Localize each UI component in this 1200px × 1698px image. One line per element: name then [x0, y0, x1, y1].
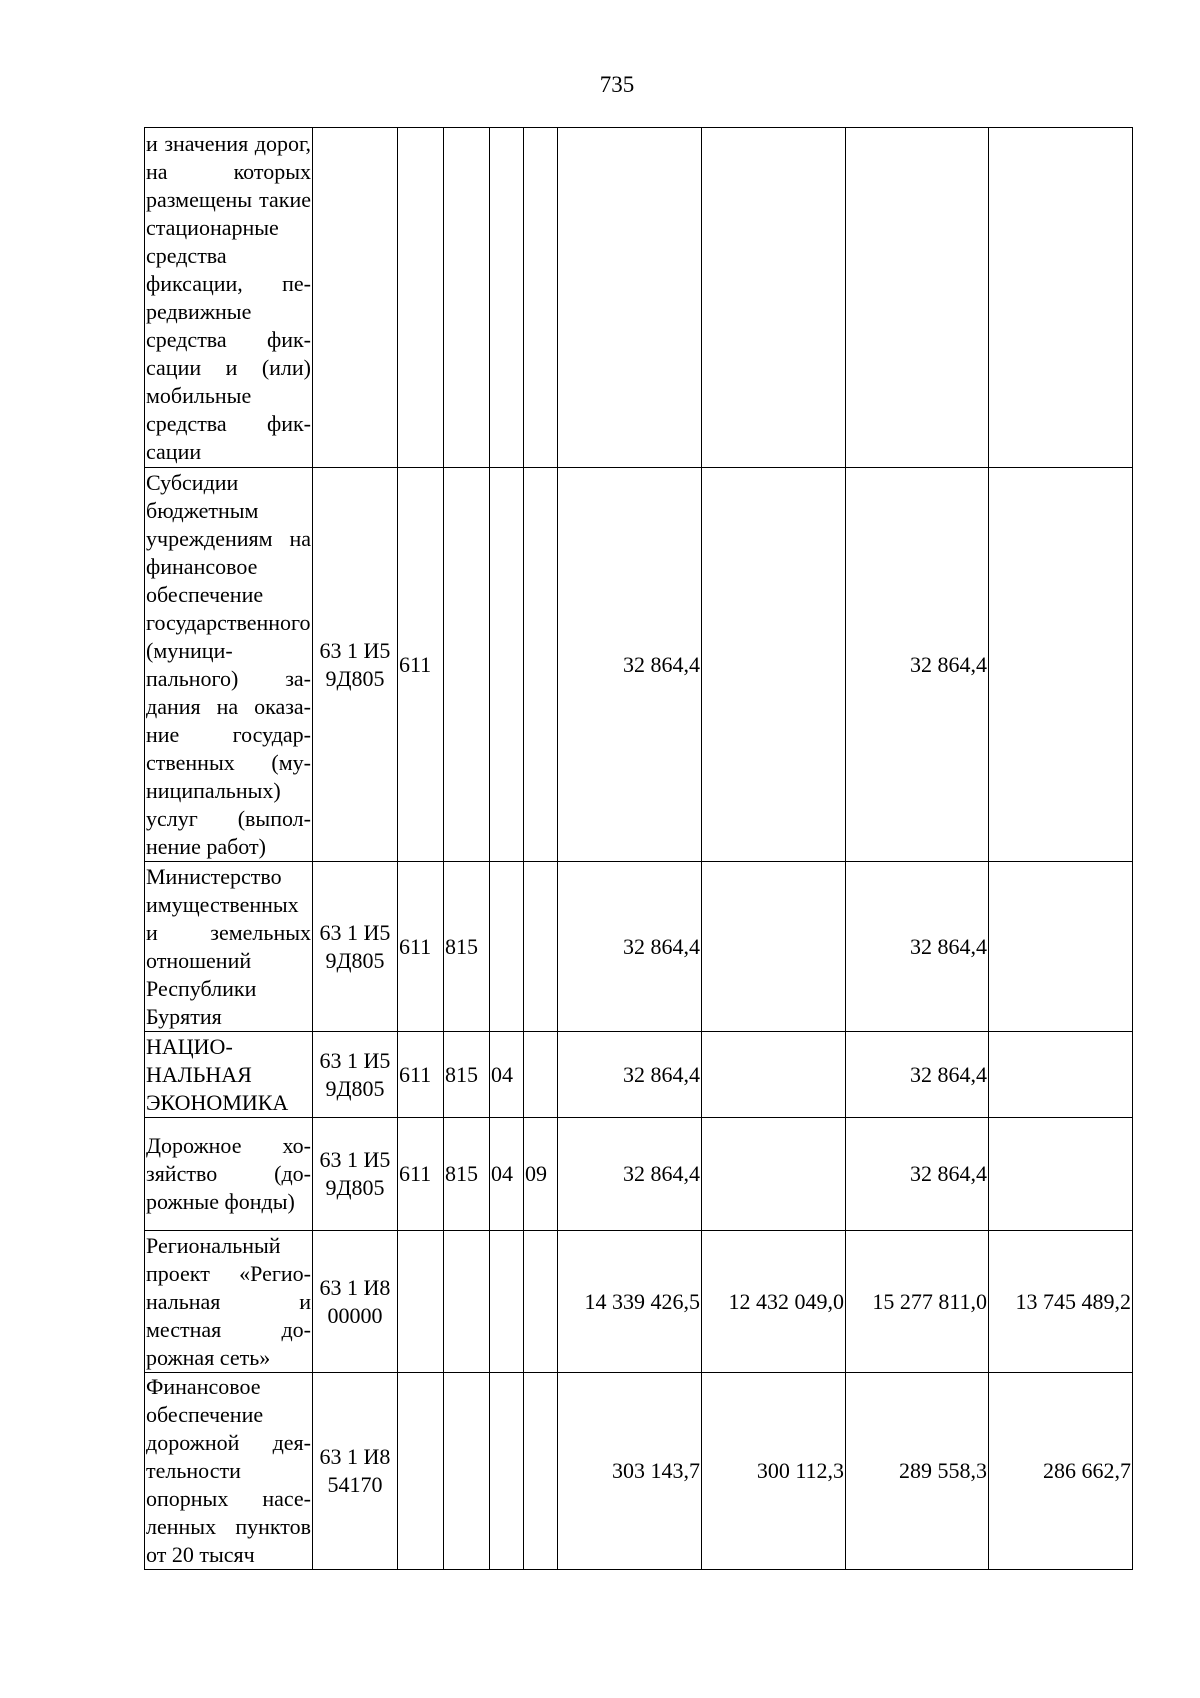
grbs-cell — [444, 1231, 490, 1373]
amount-cell — [989, 862, 1133, 1032]
amount-cell: 32 864,4 — [846, 1032, 989, 1118]
vr-cell: 611 — [398, 1032, 444, 1118]
vr-cell: 611 — [398, 862, 444, 1032]
amount-cell: 32 864,4 — [558, 1118, 702, 1231]
amount-cell: 32 864,4 — [846, 468, 989, 862]
row-name-cell: Дорожное хозяйство (дорожные фонды) — [145, 1118, 313, 1231]
row-name-cell: Министерство имущественных и земельных отношений Республики Бурятия — [145, 862, 313, 1032]
table-row — [145, 468, 1133, 862]
csr-cell: 63 1 И8 00000 — [313, 1231, 398, 1373]
vr-cell: 611 — [398, 468, 444, 862]
amount-cell: 32 864,4 — [558, 862, 702, 1032]
grbs-cell: 815 — [444, 1118, 490, 1231]
amount-cell — [846, 128, 989, 468]
table-row — [145, 1373, 1133, 1570]
page-number: 735 — [599, 72, 635, 97]
rz-cell — [490, 862, 524, 1032]
vr-cell — [398, 1373, 444, 1570]
csr-cell: 63 1 И5 9Д805 — [313, 1118, 398, 1231]
pr-cell — [524, 862, 558, 1032]
row-name-cell: НАЦИОНАЛЬНАЯ ЭКОНОМИКА — [145, 1032, 313, 1118]
csr-cell: 63 1 И5 9Д805 — [313, 862, 398, 1032]
amount-cell: 303 143,7 — [558, 1373, 702, 1570]
grbs-cell: 815 — [444, 862, 490, 1032]
rz-cell — [490, 1373, 524, 1570]
row-name-cell: и значения дорог, на которых размещены такие стационарные средства фиксации, передвижные средства фиксации и (или) мобильные средства фиксации — [145, 128, 313, 468]
amount-cell — [989, 468, 1133, 862]
row-name-cell: Региональный проект «Региональная и местная дорожная сеть» — [145, 1231, 313, 1373]
table-row — [145, 1231, 1133, 1373]
pr-cell — [524, 468, 558, 862]
pr-cell — [524, 1032, 558, 1118]
rz-cell — [490, 468, 524, 862]
csr-cell — [313, 128, 398, 468]
table-row — [145, 862, 1133, 1032]
row-name-cell: Субсидии бюджетным учреждениям на финансовое обеспечение государственного (муниципального) задания на оказание государственных (муниципальных) услуг (выполнение работ) — [145, 468, 313, 862]
vr-cell — [398, 128, 444, 468]
amount-cell: 32 864,4 — [846, 1118, 989, 1231]
rz-cell — [490, 128, 524, 468]
pr-cell: 09 — [524, 1118, 558, 1231]
table-row — [145, 1118, 1133, 1231]
row-name-cell: Финансовое обеспечение дорожной деятельности опорных населенных пунктов от 20 тысяч — [145, 1373, 313, 1570]
amount-cell: 14 339 426,5 — [558, 1231, 702, 1373]
amount-cell — [702, 468, 846, 862]
amount-cell: 13 745 489,2 — [989, 1231, 1133, 1373]
rz-cell — [490, 1231, 524, 1373]
table-row — [145, 128, 1133, 468]
pr-cell — [524, 128, 558, 468]
pr-cell — [524, 1231, 558, 1373]
csr-cell: 63 1 И8 54170 — [313, 1373, 398, 1570]
amount-cell — [702, 862, 846, 1032]
pr-cell — [524, 1373, 558, 1570]
csr-cell: 63 1 И5 9Д805 — [313, 1032, 398, 1118]
amount-cell: 15 277 811,0 — [846, 1231, 989, 1373]
amount-cell — [702, 1032, 846, 1118]
amount-cell: 286 662,7 — [989, 1373, 1133, 1570]
vr-cell: 611 — [398, 1118, 444, 1231]
amount-cell — [702, 128, 846, 468]
amount-cell — [558, 128, 702, 468]
amount-cell: 12 432 049,0 — [702, 1231, 846, 1373]
grbs-cell — [444, 1373, 490, 1570]
amount-cell: 32 864,4 — [558, 468, 702, 862]
rz-cell: 04 — [490, 1032, 524, 1118]
amount-cell — [989, 128, 1133, 468]
vr-cell — [398, 1231, 444, 1373]
amount-cell: 289 558,3 — [846, 1373, 989, 1570]
amount-cell: 32 864,4 — [846, 862, 989, 1032]
amount-cell: 32 864,4 — [558, 1032, 702, 1118]
amount-cell — [989, 1032, 1133, 1118]
grbs-cell — [444, 468, 490, 862]
amount-cell — [702, 1118, 846, 1231]
amount-cell — [989, 1118, 1133, 1231]
csr-cell: 63 1 И5 9Д805 — [313, 468, 398, 862]
rz-cell: 04 — [490, 1118, 524, 1231]
table-row — [145, 1032, 1133, 1118]
grbs-cell — [444, 128, 490, 468]
grbs-cell: 815 — [444, 1032, 490, 1118]
amount-cell: 300 112,3 — [702, 1373, 846, 1570]
budget-table — [144, 127, 1133, 1570]
